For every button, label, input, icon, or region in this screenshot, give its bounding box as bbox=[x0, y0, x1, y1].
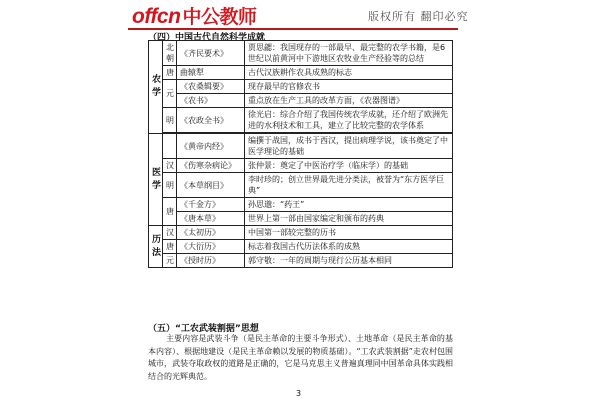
dynasty-cell: 汉 bbox=[163, 159, 177, 173]
table-row bbox=[149, 240, 453, 254]
section-4-title: （四）中国古代自然科学成就 bbox=[148, 33, 266, 43]
dynasty-cell: 明 bbox=[163, 108, 177, 133]
desc-cell: 标志着我国古代历法体系的成熟 bbox=[245, 240, 453, 254]
desc-cell: 李时珍的；创立世界最先进分类法，被誉为“东方医学巨典” bbox=[245, 173, 453, 198]
work-cell: 《伤寒杂病论》 bbox=[177, 159, 245, 173]
table-row bbox=[149, 212, 453, 226]
desc-cell: 张仲景：奠定了中医治疗学（临床学）的基础 bbox=[245, 159, 453, 173]
work-cell: 曲辕犁 bbox=[177, 66, 245, 80]
copyright-notice: 版权所有 翻印必究 bbox=[368, 10, 469, 23]
desc-cell: 重点放在生产工具的改革方面，《农器图谱》 bbox=[245, 94, 453, 108]
work-cell: 《授时历》 bbox=[177, 254, 245, 268]
dynasty-cell: 唐 bbox=[163, 198, 177, 226]
work-cell: 《齐民要术》 bbox=[177, 41, 245, 66]
work-cell: 《黄帝内经》 bbox=[177, 134, 245, 159]
work-cell: 《太初历》 bbox=[177, 226, 245, 240]
category-agriculture: 农 学 bbox=[149, 41, 163, 134]
dynasty-cell: 唐 bbox=[163, 66, 177, 80]
table-row bbox=[149, 41, 453, 66]
dynasty-cell: 元 bbox=[163, 80, 177, 108]
table-row bbox=[149, 159, 453, 173]
table-row bbox=[149, 66, 453, 80]
table-row bbox=[149, 80, 453, 94]
work-cell: 《农桑辑要》 bbox=[177, 80, 245, 94]
science-achievements-table bbox=[148, 40, 453, 268]
table-row bbox=[149, 254, 453, 268]
table-row bbox=[149, 198, 453, 212]
dynasty-cell: 北 朝 bbox=[163, 41, 177, 66]
work-cell: 《农书》 bbox=[177, 94, 245, 108]
work-cell: 《大衍历》 bbox=[177, 240, 245, 254]
desc-cell: 徐光启：综合介绍了我国传统农学成就，还介绍了欧洲先进的水利技术和工具，建立了比较完整的农学体系 bbox=[245, 108, 453, 133]
dynasty-cell: 明 bbox=[163, 173, 177, 198]
category-calendar: 历 法 bbox=[149, 226, 163, 268]
desc-cell: 郭守敬：一年的周期与现行公历基本相同 bbox=[245, 254, 453, 268]
page-number: 3 bbox=[296, 389, 302, 398]
table-row bbox=[149, 226, 453, 240]
section-5-title: （五）“工农武装割据”思想 bbox=[148, 324, 259, 334]
desc-cell: 古代汉族耕作农具成熟的标志 bbox=[245, 66, 453, 80]
work-cell: 《千金方》 bbox=[177, 198, 245, 212]
table-row bbox=[149, 173, 453, 198]
table-row bbox=[149, 134, 453, 159]
desc-cell: 孙思邈：“药王” bbox=[245, 198, 453, 212]
desc-cell: 现存最早的官修农书 bbox=[245, 80, 453, 94]
desc-cell: 编撰于战国，成书于西汉，提出病理学说，该书奠定了中医学理论的基础 bbox=[245, 134, 453, 159]
logo-latin: offcn bbox=[132, 5, 181, 28]
desc-cell: 贾思勰：我国现存的一部最早、最完整的农学书籍，是6世纪以前黄河中下游地区农牧业生产经验等的总结 bbox=[245, 41, 453, 66]
dynasty-cell: 唐 bbox=[163, 240, 177, 254]
dynasty-cell: 汉 bbox=[163, 226, 177, 240]
work-cell: 《唐本草》 bbox=[177, 212, 245, 226]
desc-cell: 中国第一部较完整的历书 bbox=[245, 226, 453, 240]
dynasty-cell: 元 bbox=[163, 254, 177, 268]
work-cell: 《农政全书》 bbox=[177, 108, 245, 133]
table-row bbox=[149, 108, 453, 133]
section-5-paragraph: 主要内容是武装斗争（是民主革命的主要斗争形式）、土地革命（是民主革命的基本内容）、根据地建设（是民主革命赖以发展的物质基础）。“工农武装割据”走农村包围城市，武装夺取政权的道路是正确的，它是马克思主义普遍真理同中国革命具体实践相结合的光辉典范。 bbox=[148, 334, 453, 381]
offcn-logo bbox=[132, 2, 256, 29]
desc-cell: 世界上第一部由国家编定和颁布的药典 bbox=[245, 212, 453, 226]
table-row bbox=[149, 94, 453, 108]
dynasty-cell bbox=[163, 134, 177, 159]
category-medicine: 医 学 bbox=[149, 134, 163, 226]
page-header bbox=[0, 0, 600, 30]
work-cell: 《本草纲目》 bbox=[177, 173, 245, 198]
logo-cn: 中公教师 bbox=[182, 7, 257, 28]
